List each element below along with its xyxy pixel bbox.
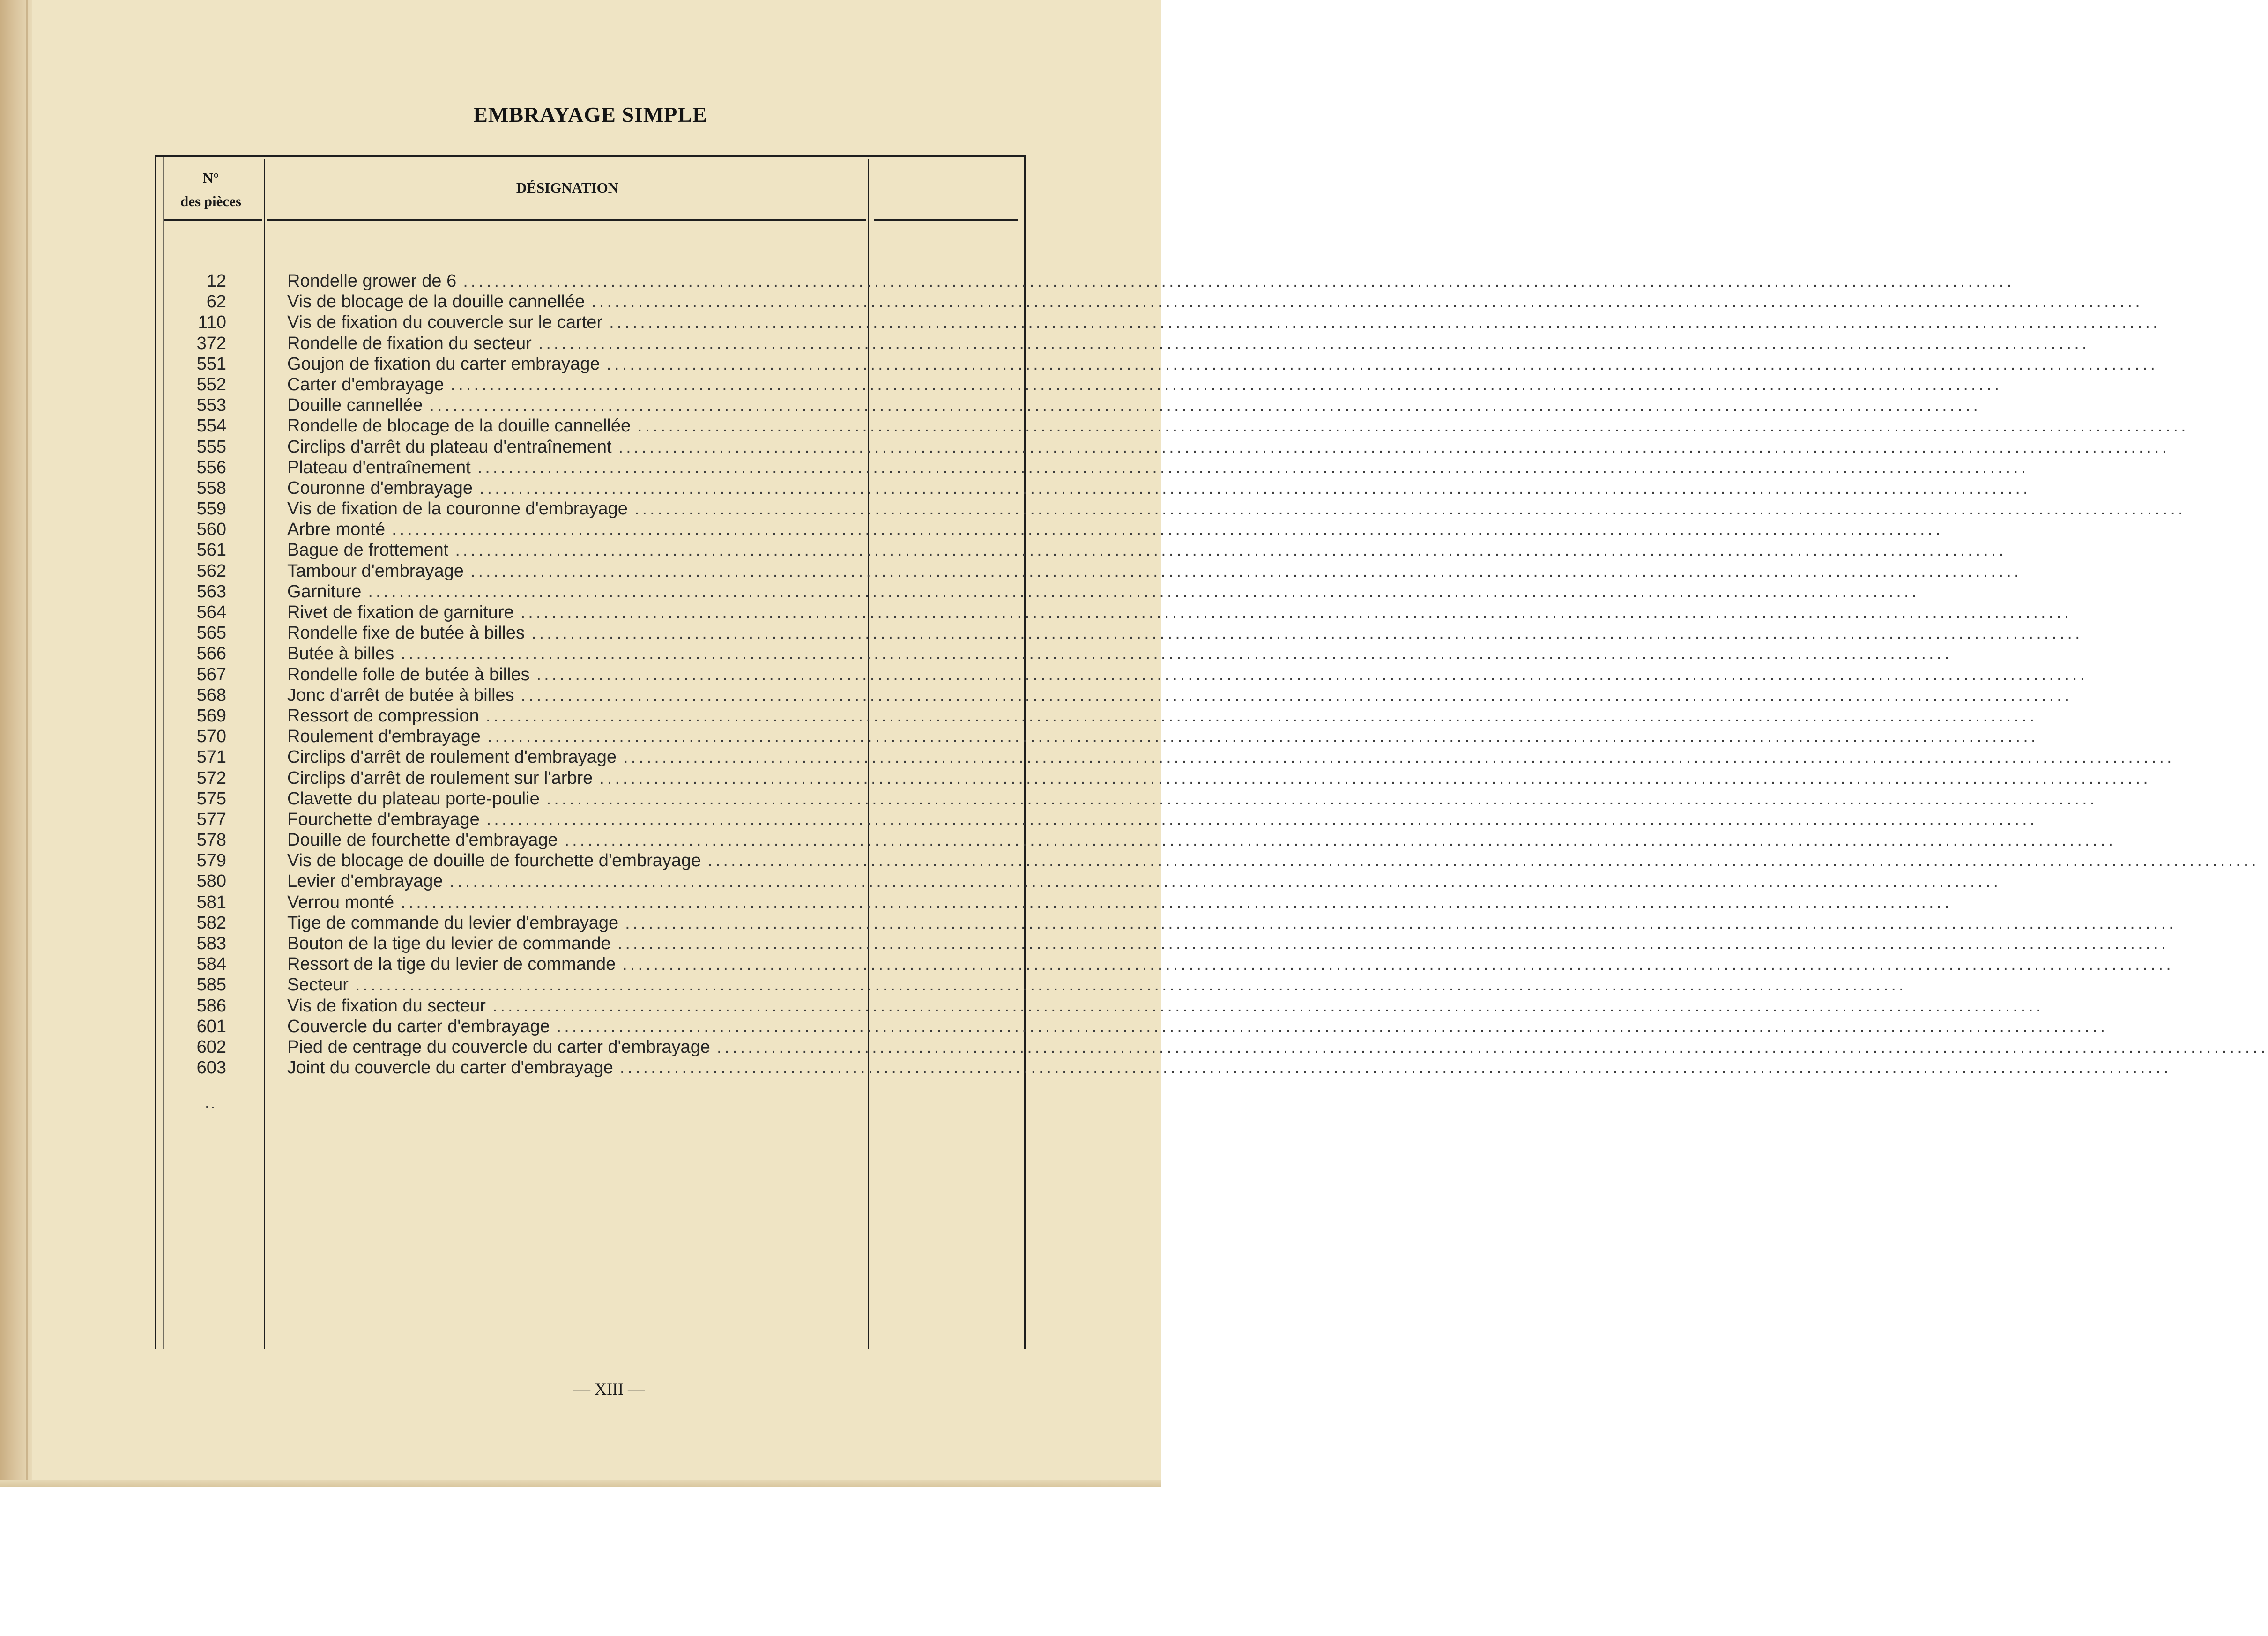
table-row [159,996,2044,1016]
table-row [159,561,2022,581]
part-designation [287,747,2175,767]
part-designation [287,291,2143,312]
dot-leader: ........................................................................................................................................................................................................ [401,892,1952,912]
part-designation [287,457,2029,478]
part-designation-text: Tige de commande du levier d'embrayage [287,913,619,933]
table-row [159,437,2170,457]
part-designation [287,416,2189,436]
dot-leader: ........................................................................................................................................................................................................ [634,499,2186,519]
part-number: 580 [196,871,226,892]
part-designation-text: Rivet de fixation de garniture [287,602,514,622]
part-designation-text: Rondelle de fixation du secteur [287,333,532,353]
part-designation [287,540,2007,560]
part-designation [287,374,2002,395]
dot-leader: ........................................................................................................................................................................................................ [485,706,2037,726]
dot-leader: ........................................................................................................................................................................................................ [455,540,2007,560]
part-designation-text: Couvercle du carter d'embrayage [287,1016,550,1036]
page-gutter-edge [26,0,28,1487]
part-number: 571 [196,747,226,767]
dot-leader: ........................................................................................................................................................................................................ [492,996,2044,1016]
part-number: 566 [196,644,226,664]
part-number: 570 [196,727,226,747]
table-row [159,312,2161,333]
table-row [159,602,2072,623]
dot-leader: ........................................................................................................................................................................................................ [477,457,2029,477]
table-row [159,643,1952,664]
table-row [159,540,2007,560]
table-row [159,706,2037,726]
part-designation [287,602,2072,623]
page-title: EMBRAYAGE SIMPLE [473,103,707,126]
part-number: 583 [196,934,226,953]
part-number: 568 [196,685,226,705]
part-number: 584 [196,954,226,974]
part-designation [287,871,2001,892]
table-row [159,374,2002,395]
part-number: 554 [196,416,226,436]
dot-leader: ........................................................................................................................................................................................................ [487,727,2039,747]
header-underline-number [164,219,262,221]
part-designation [287,933,2169,954]
dot-leader: ........................................................................................................................................................................................................ [617,934,2169,953]
part-number: 578 [196,830,226,850]
part-number: 567 [196,664,226,684]
part-number: 561 [196,540,226,560]
part-designation-text: Clavette du plateau porte-poulie [287,788,540,809]
table-row [159,892,1952,913]
part-designation [287,768,2151,788]
dot-leader: ........................................................................................................................................................................................................ [716,1037,2268,1057]
table-row [159,1016,2108,1037]
part-designation [287,561,2022,581]
dot-leader: ........................................................................................................................................................................................................ [591,292,2143,312]
dot-leader: ........................................................................................................................................................................................................ [531,623,2083,643]
table-row [159,726,2039,747]
part-designation [287,395,1981,416]
part-designation [287,830,2116,850]
table-row [159,623,2083,643]
part-number: 559 [196,499,226,519]
dot-leader: ........................................................................................................................................................................................................ [707,851,2259,871]
table-row [159,913,2177,933]
part-number: 579 [196,851,226,871]
part-designation [287,809,2038,830]
part-designation [287,788,2098,809]
table-row [159,788,2098,809]
part-number: 560 [196,520,226,540]
part-number: 110 [198,312,226,333]
part-number: 602 [196,1037,226,1057]
header-underline-designation [267,219,866,221]
header-number [159,166,262,213]
part-designation [287,706,2037,726]
dot-leader: ........................................................................................................................................................................................................ [556,1016,2108,1036]
part-designation [287,581,1919,602]
table-row [159,519,1943,540]
dot-leader: ........................................................................................................................................................................................................ [546,788,2098,809]
part-designation [287,478,2031,498]
part-designation [287,333,2090,354]
table-row [159,581,1919,602]
table-left-border [155,155,156,1349]
table-row [159,933,2169,954]
table-row [159,395,1981,416]
page-bottom-edge [0,1480,1161,1487]
dot-leader: ........................................................................................................................................................................................................ [355,975,1907,995]
table-row [159,498,2186,519]
part-designation-text: Douille cannellée [287,395,423,416]
table-row [159,809,2038,830]
part-designation-text: Roulement d'embrayage [287,727,481,747]
part-number: 62 [206,292,226,312]
table-row [159,1037,2268,1057]
part-designation-text: Joint du couvercle du carter d'embrayage [287,1058,613,1078]
part-designation [287,954,2174,974]
part-designation [287,643,1952,664]
part-designation-text: Pied de centrage du couvercle du carter d'embrayage [287,1037,710,1057]
header-number-line2: des pièces [180,193,241,209]
dot-leader: ........................................................................................................................................................................................................ [429,395,1981,416]
ink-speck [212,1107,214,1108]
part-number: 581 [196,892,226,912]
table-row [159,871,2001,892]
part-designation [287,437,2170,457]
part-designation-text: Ressort de compression [287,706,479,726]
dot-leader: ........................................................................................................................................................................................................ [450,374,2002,394]
part-number: 562 [196,561,226,581]
part-designation [287,913,2177,933]
table-row [159,850,2259,871]
header-underline-extra [874,219,1018,221]
dot-leader: ........................................................................................................................................................................................................ [609,312,2161,333]
dot-leader: ........................................................................................................................................................................................................ [368,581,1919,602]
part-number: 585 [196,975,226,995]
part-designation-text: Vis de fixation du couvercle sur le carter [287,312,603,333]
part-designation [287,726,2039,747]
header-designation: DÉSIGNATION [516,179,619,196]
part-designation-text: Couronne d'embrayage [287,478,473,498]
part-designation [287,974,1907,995]
part-designation [287,685,2073,706]
part-number: 555 [196,437,226,457]
part-designation-text: Circlips d'arrêt de roulement d'embrayage [287,747,617,767]
table-row [159,954,2174,974]
part-designation-text: Jonc d'arrêt de butée à billes [287,685,514,705]
part-designation-text: Rondelle fixe de butée à billes [287,623,525,643]
part-designation-text: Bouton de la tige du levier de commande [287,934,611,953]
part-designation [287,996,2044,1016]
part-designation [287,664,2088,685]
part-designation-text: Rondelle folle de butée à billes [287,664,530,684]
table-row [159,354,2158,374]
part-number: 601 [196,1016,226,1036]
part-designation [287,1037,2268,1057]
ink-speck [206,1106,208,1108]
part-designation-text: Levier d'embrayage [287,871,443,892]
dot-leader: ........................................................................................................................................................................................................ [392,520,1943,540]
dot-leader: ........................................................................................................................................................................................................ [619,1058,2171,1078]
part-number: 603 [196,1058,226,1078]
dot-leader: ........................................................................................................................................................................................................ [463,271,2015,291]
part-number: 577 [196,809,226,829]
part-number: 12 [206,271,226,291]
table-row [159,333,2090,354]
dot-leader: ........................................................................................................................................................................................................ [606,354,2158,374]
part-number: 553 [196,395,226,416]
dot-leader: ........................................................................................................................................................................................................ [538,333,2090,353]
table-row [159,974,1907,995]
part-designation [287,312,2161,333]
part-number: 575 [196,788,226,809]
dot-leader: ........................................................................................................................................................................................................ [449,871,2001,892]
part-number: 563 [196,581,226,602]
part-designation-text: Carter d'embrayage [287,374,444,394]
part-number: 558 [196,478,226,498]
table-row [159,457,2029,478]
part-designation-text: Verrou monté [287,892,394,912]
page-number: — XIII — [573,1380,645,1398]
part-designation-text: Goujon de fixation du carter embrayage [287,354,600,374]
dot-leader: ........................................................................................................................................................................................................ [564,830,2116,850]
part-designation-text: Ressort de la tige du levier de commande [287,954,616,974]
part-number: 569 [196,706,226,726]
dot-leader: ........................................................................................................................................................................................................ [625,913,2177,933]
part-designation [287,1057,2171,1078]
part-designation-text: Circlips d'arrêt de roulement sur l'arbre [287,768,593,788]
table-row [159,664,2088,685]
dot-leader: ........................................................................................................................................................................................................ [536,664,2088,684]
part-designation-text: Vis de blocage de douille de fourchette d'embrayage [287,851,701,871]
table-row [159,416,2189,436]
part-number: 572 [196,768,226,788]
part-designation [287,498,2186,519]
table-top-rule [155,155,1025,157]
part-designation-text: Vis de blocage de la douille cannellée [287,292,585,312]
table-row [159,830,2116,850]
part-number: 582 [196,913,226,933]
part-designation-text: Douille de fourchette d'embrayage [287,830,558,850]
part-designation [287,1016,2108,1037]
part-designation-text: Fourchette d'embrayage [287,809,480,829]
part-designation-text: Rondelle de blocage de la douille cannellée [287,416,631,436]
dot-leader: ........................................................................................................................................................................................................ [599,768,2151,788]
part-number: 556 [196,457,226,477]
part-designation [287,519,1943,540]
table-row [159,1057,2171,1078]
dot-leader: ........................................................................................................................................................................................................ [470,561,2022,581]
dot-leader: ........................................................................................................................................................................................................ [479,478,2031,498]
dot-leader: ........................................................................................................................................................................................................ [637,416,2189,436]
part-number: 372 [196,333,226,353]
dot-leader: ........................................................................................................................................................................................................ [618,437,2170,457]
part-designation-text: Circlips d'arrêt du plateau d'entraînement [287,437,612,457]
dot-leader: ........................................................................................................................................................................................................ [623,747,2175,767]
header-number-line1: N° [202,170,219,186]
table-row [159,747,2175,767]
part-number: 551 [196,354,226,374]
part-designation-text: Butée à billes [287,644,394,664]
part-designation-text: Plateau d'entraînement [287,457,471,477]
part-designation-text: Bague de frottement [287,540,449,560]
part-designation-text: Garniture [287,581,362,602]
part-number: 565 [196,623,226,643]
part-number: 564 [196,602,226,622]
table-row [159,271,2015,291]
part-designation-text: Rondelle grower de 6 [287,271,457,291]
part-designation-text: Tambour d'embrayage [287,561,464,581]
part-designation-text: Arbre monté [287,520,386,540]
part-designation-text: Secteur [287,975,349,995]
part-designation [287,271,2015,291]
part-number: 552 [196,374,226,394]
part-designation [287,850,2259,871]
part-designation [287,354,2158,374]
table-row [159,685,2073,706]
part-designation-text: Vis de fixation du secteur [287,996,486,1016]
table-row [159,291,2143,312]
dot-leader: ........................................................................................................................................................................................................ [521,685,2073,705]
dot-leader: ........................................................................................................................................................................................................ [520,602,2072,622]
part-number: 586 [196,996,226,1016]
part-designation-text: Vis de fixation de la couronne d'embrayage [287,499,628,519]
dot-leader: ........................................................................................................................................................................................................ [622,954,2174,974]
parts-list [159,271,2268,1078]
part-designation [287,892,1952,913]
part-designation [287,623,2083,643]
table-row [159,768,2151,788]
dot-leader: ........................................................................................................................................................................................................ [486,809,2038,829]
dot-leader: ........................................................................................................................................................................................................ [401,644,1952,664]
table-row [159,478,2031,498]
